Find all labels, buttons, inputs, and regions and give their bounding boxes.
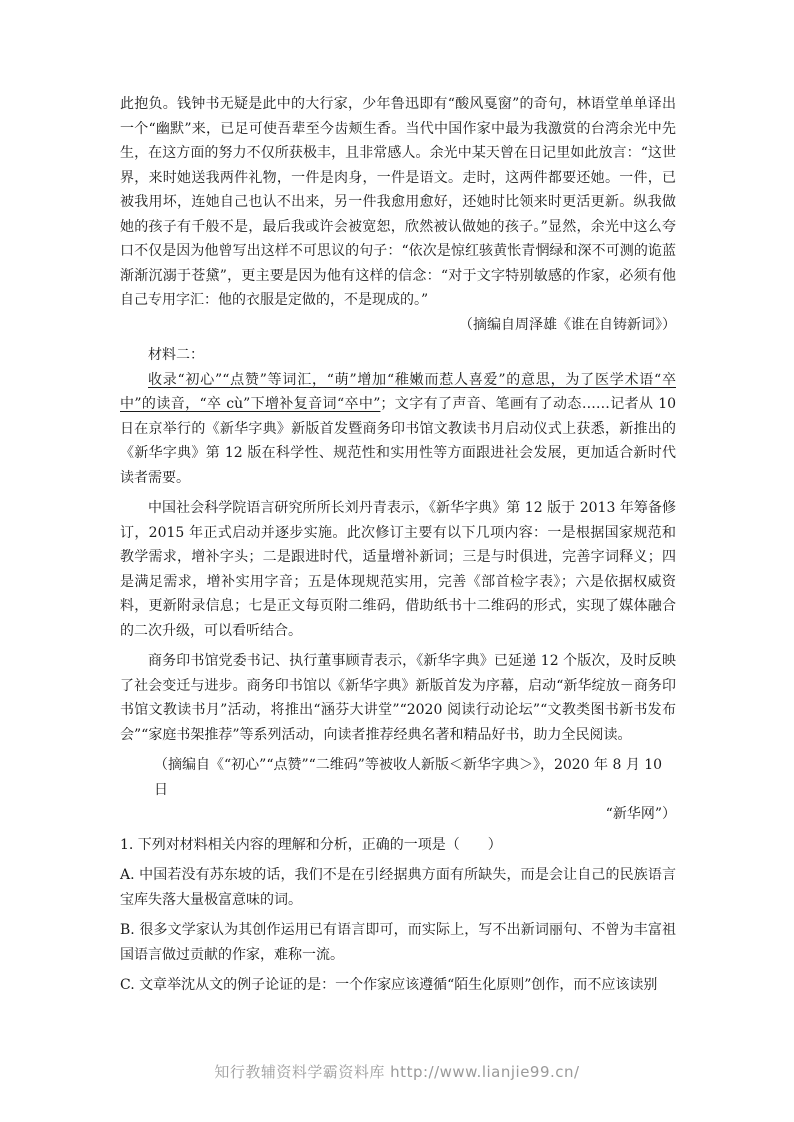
question-1-option-b: B. 很多文学家认为其创作运用已有语言即可，而实际上，写不出新词丽句、不曾为丰富祖国语言做过贡献的作家，难称一流。	[120, 922, 676, 963]
material2-paragraph-1	[120, 368, 676, 491]
material2-heading: 材料二：	[148, 347, 204, 363]
question-1-option-a: A. 中国若没有苏东坡的话，我们不是在引经据典方面有所缺失，而是会让自己的民族语言宝库失落大量极富意味的词。	[120, 867, 676, 908]
material1-source: （摘编自周泽雄《谁在自铸新词》）	[459, 316, 676, 333]
material2-paragraph-2: 中国社会科学院语言研究所所长刘丹青表示，《新华字典》第 12 版于 2013 年筹备修订，2015 年正式启动并逐步实施。此次修订主要有以下几项内容：一是根据国家规范和教学需求，增补字头；二是跟进时代，适量增补新词；三是与时俱进，完善字词释义；四是满足需求，增补实用字音；五是体现规范实用，完善《部首检字表》；六是依据权威资料，更新附录信息；七是正文每页附二维码，借助纸书十二维码的形式，实现了媒体融合的二次升级，可以看听结合。	[120, 500, 676, 639]
question-1-option-c: C. 文章举沈从文的例子论证的是：一个作家应该遵循“陌生化原则”创作，而不应该读别	[120, 977, 658, 993]
material2-source-line-1: （摘编自《“初心”“点赞”“二维码”等被收人新版＜新华字典＞》，2020 年 8 月 10 日	[154, 757, 663, 798]
material2-paragraph-3: 商务印书馆党委书记、执行董事顾青表示，《新华字典》已延递 12 个版次，及时反映了社会变迁与进步。商务印书馆以《新华字典》新版首发为序幕，启动“新华绽放－商务印书馆文教读书月”活动，将推出“涵芬大讲堂”“2020 阅读行动论坛”“文教类图书新书发布会”“家庭书架推荐”等系列活动，向读者推荐经典名著和精品好书，助力全民阅读。	[120, 653, 676, 743]
material2-source-line-2: “新华网”）	[605, 806, 676, 822]
material2-paragraph-1-rest: ；文字有了声音、笔画有了动态……记者从 10 日在京举行的《新华字典》新版首发暨商务印书馆文教读书月启动仪式上获悉，新推出的《新华字典》第 12 版在科学性、规范性和实用性等方面跟进社会发展，更加适合新时代读者需要。	[120, 396, 677, 486]
material2-source	[120, 753, 676, 827]
footer-watermark: 知行教辅资料学霸资料库 http://www.lianjie99.cn/	[214, 1063, 580, 1081]
question-1-stem: 1. 下列对材料相关内容的理解和分析，正确的一项是（ ）	[120, 836, 502, 853]
document-content	[120, 92, 676, 998]
material2-underlined-text: 收录“初心”“点赞”等词汇，“萌”增加“稚嫩而惹人喜爱”的意思，为了医学术语“卒中”的读音，“卒 cù”下增补复音词“卒中”	[120, 371, 676, 412]
material1-body: 此抱负。钱钟书无疑是此中的大行家，少年鲁迅即有“酸风戛窗”的奇句，林语堂单单译出一个“幽默”来，已足可使吾辈至今齿颊生香。当代中国作家中最为我激赏的台湾余光中先生，在这方面的努力不仅所获极丰，且非常感人。余光中某天曾在日记里如此放言：“这世界，来时她送我两件礼物，一件是肉身，一件是语文。走时，这两件都要还她。一件，已被我用坏，连她自己也认不出来，另一件我愈用愈好，还她时比领来时更活更新。纵我做她的孩子有千般不是，最后我或许会被宽恕，欣然被认做她的孩子。”显然，余光中这么夸口不仅是因为他曾写出这样不可思议的句子：“依次是惊红骇黄怅青惘绿和深不可测的诡蓝渐渐沉溺于苍黛”，更主要是因为他有这样的信念：“对于文字特别敏感的作家，必须有他自己专用字汇：他的衣服是定做的，不是现成的。”	[120, 96, 676, 308]
